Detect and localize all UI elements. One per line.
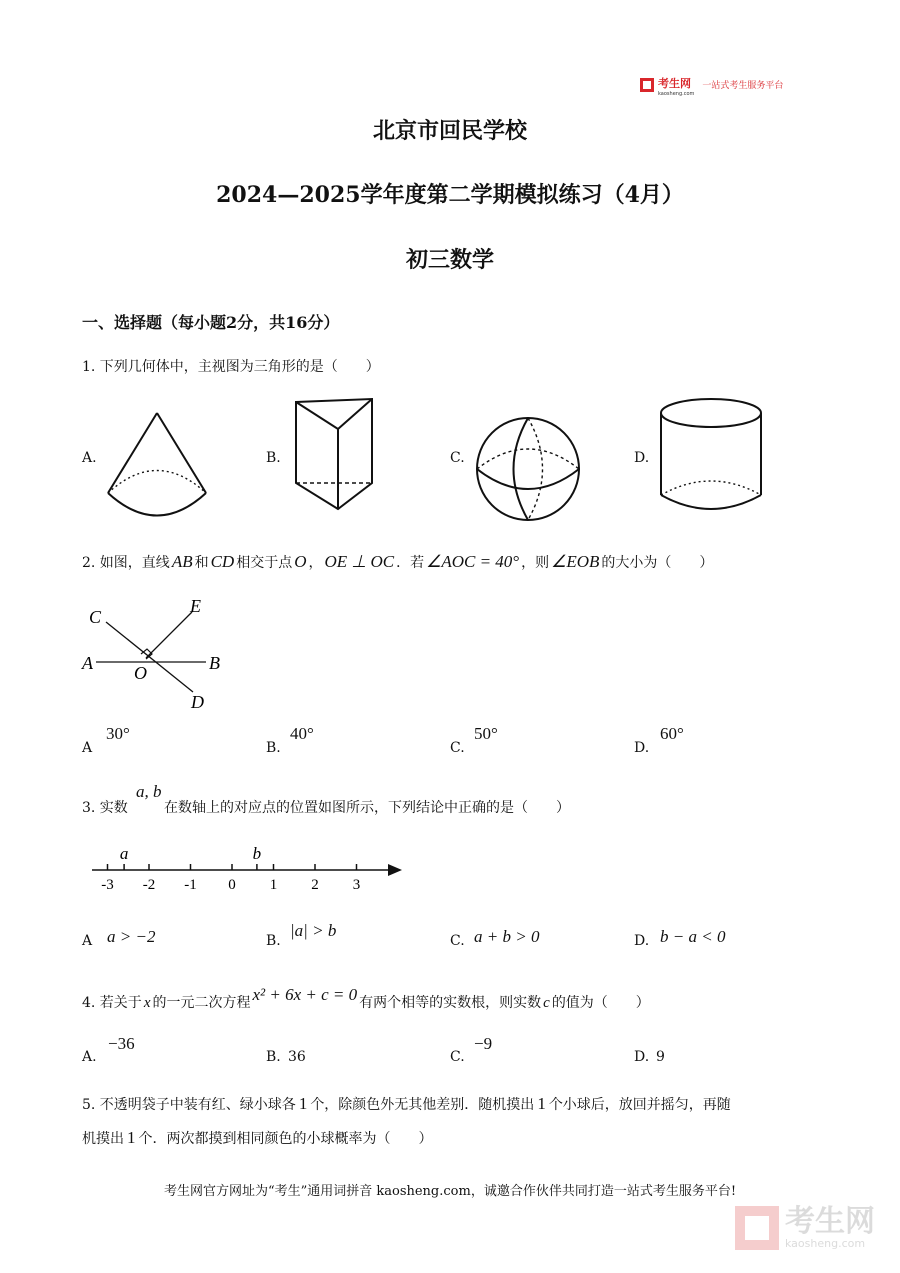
label-a: A [82, 653, 93, 673]
term-title: 2024—2025学年度第二学期模拟练习（4月） [216, 182, 684, 208]
q3-option-d-value: b − a < 0 [660, 927, 726, 946]
q5-number: 1 [298, 1094, 308, 1113]
label-c: C [89, 607, 102, 627]
q3-option-d-label: D. [634, 933, 650, 949]
intersecting-lines-figure [78, 595, 238, 715]
q2-stem-part: 2. 如图，直线 [82, 555, 170, 571]
q4-option-c-value: −9 [474, 1034, 493, 1053]
q4-stem-part: 的值为（ ） [551, 995, 650, 1011]
q2-stem-part: ， [308, 555, 323, 571]
watermark-url: kaosheng.com [785, 1236, 866, 1250]
subject-title: 初三数学 [405, 247, 494, 273]
q5-text: 5. 不透明袋子中装有红、绿小球各 [82, 1097, 296, 1113]
footer-text: 考生网官方网址为“考生”通用词拼音 kaosheng.com，诚邀合作伙伴共同打造一站式考生服务平台! [163, 1184, 737, 1199]
header-logo [640, 72, 783, 97]
label-b: B [209, 653, 220, 673]
q2-stem-math: ∠AOC = 40° [426, 552, 520, 571]
kaosheng-logo-icon [640, 78, 654, 92]
q2-stem-part: 和 [194, 555, 209, 571]
label-e: E [190, 596, 201, 616]
q3-stem-start: 3. 实数 [82, 800, 128, 816]
point-b-label: b [252, 844, 262, 863]
kaosheng-watermark-icon [735, 1206, 779, 1250]
q4-option-d-value: 9 [656, 1049, 665, 1065]
axis-tick-label: 2 [311, 877, 319, 893]
question-4-stem [82, 985, 650, 1012]
watermark-logo [735, 1203, 875, 1250]
logo-name: 考生网 [658, 77, 691, 90]
label-d: D [191, 692, 204, 712]
line-cd [106, 622, 193, 692]
q3-option-c-label: C. [450, 933, 465, 949]
q1-option-c-label: C. [450, 450, 465, 466]
watermark-name: 考生网 [785, 1203, 875, 1239]
q1-option-a-label: A. [82, 450, 97, 466]
axis-tick-label: 0 [228, 877, 236, 893]
q3-option-a-value: a > −2 [107, 927, 156, 946]
q3-stem-end: 在数轴上的对应点的位置如图所示，下列结论中正确的是（ ） [164, 800, 570, 816]
q4-option-c-label: C. [450, 1049, 465, 1065]
q5-text: 个．两次都摸到相同颜色的小球概率为（ ） [138, 1131, 433, 1147]
q4-stem-part: 4. 若关于 [82, 995, 142, 1011]
axis-tick-label: -2 [142, 877, 156, 893]
question-5-line-2 [82, 1128, 433, 1148]
q2-stem-math: OE ⊥ OC [324, 552, 395, 571]
axis-tick-label: 3 [352, 877, 361, 893]
q4-option-b-label: B. [266, 1049, 281, 1065]
q2-stem-part: 相交于点 [236, 555, 293, 571]
q5-number: 1 [127, 1128, 136, 1147]
question-5-line-1 [82, 1094, 731, 1114]
q3-option-c-value: a + b > 0 [474, 927, 540, 946]
q2-option-c-label: C. [450, 740, 465, 756]
axis-tick-label: -3 [101, 877, 114, 893]
q3-option-b-value: |a| > b [290, 921, 337, 940]
q2-stem-part: 的大小为（ ） [601, 555, 714, 571]
q5-text: 个小球后，放回并摇匀，再随 [548, 1097, 731, 1113]
point-a-label: a [119, 844, 129, 863]
q3-option-b-label: B. [266, 933, 281, 949]
q3-option-a-label: A [82, 933, 93, 949]
q2-option-a-label: A [82, 740, 93, 756]
number-line-figure [88, 840, 408, 895]
q4-stem-part: 的一元二次方程 [152, 995, 251, 1011]
logo-url: kaosheng.com [658, 91, 695, 97]
q2-option-c-value: 50° [474, 724, 498, 743]
q4-option-a-value: −36 [108, 1034, 135, 1053]
q4-option-b-value: 36 [288, 1049, 306, 1065]
q4-stem-part: 有两个相等的实数根，则实数 [359, 995, 542, 1011]
q1-option-d-label: D. [634, 450, 650, 466]
q4-option-a-label: A. [82, 1049, 97, 1065]
label-o: O [134, 663, 147, 683]
section-heading: 一、选择题（每小题2分，共16分） [82, 313, 340, 332]
q2-option-a-value: 30° [106, 724, 130, 743]
q5-number: 1 [537, 1094, 546, 1113]
q2-option-d-label: D. [634, 740, 650, 756]
q3-stem-vars: a, b [136, 782, 162, 801]
axis-tick-label: 1 [269, 877, 278, 893]
q4-equation: x² + 6x + c = 0 [252, 985, 358, 1004]
question-2-stem [82, 552, 713, 572]
q5-text: 个，除颜色外无其他差别．随机摸出 [310, 1097, 535, 1113]
q2-stem-part: ．若 [396, 555, 425, 571]
triangular-prism-icon [290, 396, 380, 516]
q2-stem-part: ，则 [521, 555, 550, 571]
cone-icon [100, 408, 210, 523]
q2-option-d-value: 60° [660, 724, 684, 743]
q5-text: 机摸出 [82, 1131, 124, 1147]
q2-option-b-label: B. [266, 740, 281, 756]
q2-stem-math: O [294, 552, 307, 571]
axis-tick-label: -1 [184, 877, 197, 893]
watermark-text [785, 1203, 875, 1250]
q4-option-d-label: D. [634, 1049, 650, 1065]
logo-tagline: 一站式考生服务平台 [702, 81, 784, 91]
school-title: 北京市回民学校 [372, 118, 527, 144]
q2-stem-math: ∠EOB [551, 552, 600, 571]
logo-text [658, 72, 694, 97]
ray-oe [146, 612, 192, 658]
question-1-stem: 1. 下列几何体中，主视图为三角形的是（ ） [82, 359, 380, 375]
cylinder-icon [656, 395, 768, 525]
q1-option-b-label: B. [266, 450, 281, 466]
q2-option-b-value: 40° [290, 724, 314, 743]
axis-arrow-icon [388, 864, 402, 876]
q2-stem-math: AB [171, 552, 193, 571]
q4-stem-math: x [143, 995, 151, 1011]
sphere-icon [474, 414, 584, 526]
q4-stem-math: c [543, 995, 550, 1011]
q2-stem-math: CD [210, 552, 235, 571]
